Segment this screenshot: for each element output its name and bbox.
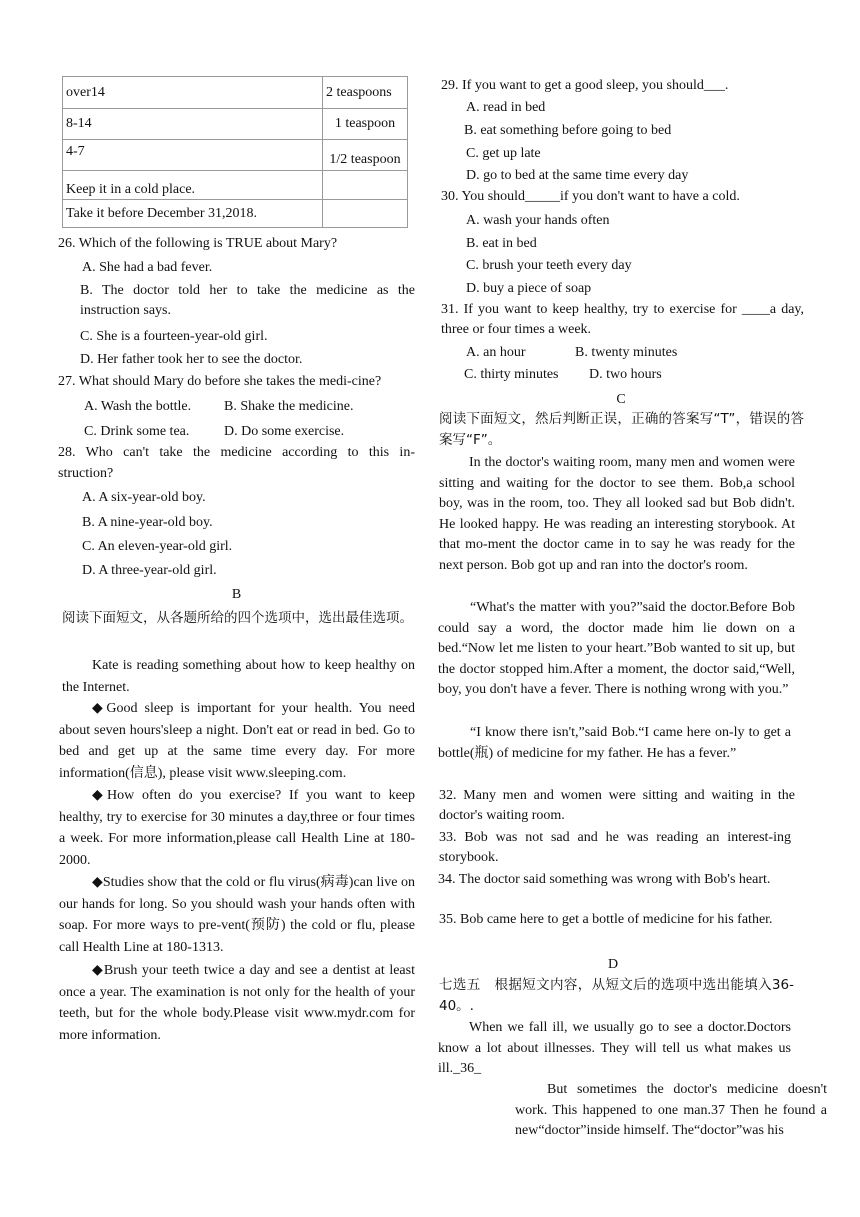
- q28-option-b: B. A nine-year-old boy.: [82, 515, 213, 530]
- table-cell: [323, 200, 408, 228]
- section-d-paragraph-1: When we fall ill, we usually go to see a doctor.Doctors know a lot about illnesses. They will tell us what makes us ill._36_: [438, 1020, 791, 1077]
- q28-option-c: C. An eleven-year-old girl.: [82, 539, 233, 554]
- q26-stem: 26. Which of the following is TRUE about Mary?: [58, 236, 338, 251]
- q29-option-c: C. get up late: [466, 146, 541, 161]
- q31-option-d: D. two hours: [589, 367, 662, 382]
- q31-option-a: A. an hour: [466, 345, 526, 360]
- q28-option-d: D. A three-year-old girl.: [82, 563, 217, 578]
- q28-stem-cont: struction?: [58, 466, 114, 481]
- q29-option-d: D. go to bed at the same time every day: [466, 168, 689, 183]
- section-d-paragraph-2: But sometimes the doctor's medicine doesn't work. This happened to one man.37 Then he found a new“doctor”inside himself. The“doctor”was his: [515, 1082, 827, 1139]
- section-b-paragraph-2: ◆How often do you exercise? If you want to keep healthy, try to exercise for 30 minutes a day,three or four times a week. For more information,please call Health Line at 180-2000.: [59, 788, 415, 869]
- q26-option-b: B. The doctor told her to take the medicine as the: [80, 283, 415, 298]
- section-b-letter: B: [231, 587, 242, 602]
- q30-option-a: A. wash your hands often: [466, 213, 610, 228]
- q30-stem: 30. You should_____if you don't want to have a cold.: [441, 189, 740, 204]
- q26-option-c: C. She is a fourteen-year-old girl.: [80, 329, 268, 344]
- table-row: [63, 171, 408, 200]
- q33-statement: 33. Bob was not sad and he was reading an interest-ing storybook.: [439, 830, 791, 866]
- q27-option-a: A. Wash the bottle.: [84, 399, 192, 414]
- q26-option-d: D. Her father took her to see the doctor.: [80, 352, 303, 367]
- table-cell: [323, 171, 408, 200]
- table-row: [63, 109, 408, 140]
- section-b-paragraph-4: ◆Brush your teeth twice a day and see a dentist at least once a year. The examination is not only for the health of your teeth, but for the whole body.Please visit www.mydr.com for more information.: [59, 963, 415, 1044]
- q30-option-c: C. brush your teeth every day: [466, 258, 632, 273]
- table-row: [63, 77, 408, 109]
- section-c-letter: C: [616, 392, 626, 407]
- q26-option-a: A. She had a bad fever.: [82, 260, 213, 275]
- q35-statement: 35. Bob came here to get a bottle of medicine for his father.: [439, 912, 773, 927]
- q28-option-a: A. A six-year-old boy.: [82, 490, 206, 505]
- q29-stem: 29. If you want to get a good sleep, you should___.: [441, 78, 729, 93]
- section-d-letter: D: [607, 957, 619, 972]
- q27-option-b: B. Shake the medicine.: [224, 399, 354, 414]
- section-c-paragraph-3: “I know there isn't,”said Bob.“I came here on-ly to get a bottle(瓶) of medicine for my father. He has a fever.”: [438, 725, 791, 761]
- q30-option-d: D. buy a piece of soap: [466, 281, 592, 296]
- table-cell: Take it before December 31,2018.: [63, 200, 323, 228]
- section-b-paragraph-1: ◆Good sleep is important for your health. You need about seven hours'sleep a night. Don't eat or read in bed. Go to bed and get up at the same time every day. For more information(信息), please visit www.sleeping.com.: [59, 701, 415, 782]
- q32-statement: 32. Many men and women were sitting and waiting in the doctor's waiting room.: [439, 788, 795, 824]
- section-b-intro: Kate is reading something about how to keep healthy on the Internet.: [62, 658, 415, 695]
- q31-stem: 31. If you want to keep healthy, try to exercise for ____a day, three or four times a week.: [441, 302, 804, 337]
- section-c-instruction: 阅读下面短文，然后判断正误，正确的答案写“T”，错误的答案写“F”。: [439, 411, 804, 448]
- dosage-table: [62, 76, 408, 228]
- table-row: [63, 200, 408, 228]
- table-cell: over14: [63, 77, 323, 109]
- table-row: [63, 140, 408, 171]
- section-b-paragraph-3: ◆Studies show that the cold or flu virus(病毒)can live on our hands for long. So you should wash your hands often with soap. For more ways to pre-vent(预防) the cold or flu, please call Health Line at 180-1313.: [59, 875, 415, 956]
- table-cell: 4-7: [63, 140, 323, 171]
- section-d-instruction: 七选五 根据短文内容，从短文后的选项中选出能填入36-40。.: [439, 977, 794, 1014]
- q34-statement: 34. The doctor said something was wrong with Bob's heart.: [438, 872, 771, 887]
- section-c-paragraph-2: “What's the matter with you?”said the doctor.Before Bob could say a word, the doctor made him lie down on a bed.“Now let me listen to your heart.”Bob wanted to sit up, but the doctor stopped him.After a moment, the doctor said,“Well, boy, you don't have a fever. There is nothing wrong with you.”: [438, 600, 795, 698]
- q28-stem: 28. Who can't take the medicine according to this in-: [58, 445, 415, 460]
- q31-option-c: C. thirty minutes: [464, 367, 559, 382]
- table-cell: 1 teaspoon: [323, 109, 408, 140]
- q29-option-a: A. read in bed: [466, 100, 546, 115]
- q31-option-b: B. twenty minutes: [575, 345, 678, 360]
- q26-option-b-cont: instruction says.: [80, 303, 171, 318]
- q27-stem: 27. What should Mary do before she takes the medi-cine?: [58, 374, 382, 389]
- q30-option-b: B. eat in bed: [466, 236, 537, 251]
- table-cell: Keep it in a cold place.: [63, 171, 323, 200]
- q29-option-b: B. eat something before going to bed: [464, 123, 672, 138]
- table-cell: 2 teaspoons: [323, 77, 408, 109]
- table-cell: 1/2 teaspoon: [323, 140, 408, 171]
- table-cell: 8-14: [63, 109, 323, 140]
- q27-option-d: D. Do some exercise.: [224, 424, 345, 439]
- section-b-instruction: 阅读下面短文，从各题所给的四个选项中，选出最佳选项。: [62, 610, 413, 626]
- q27-option-c: C. Drink some tea.: [84, 424, 190, 439]
- section-c-paragraph-1: In the doctor's waiting room, many men and women were sitting and waiting for the doctor to see them. Bob,a school boy, was in the room, too. They all looked sad but Bob didn't. He looked happy. He was reading an interesting storybook. At that mo-ment the doctor came in to say he was ready for the next person. Bob got up and ran into the doctor's room.: [439, 455, 795, 573]
